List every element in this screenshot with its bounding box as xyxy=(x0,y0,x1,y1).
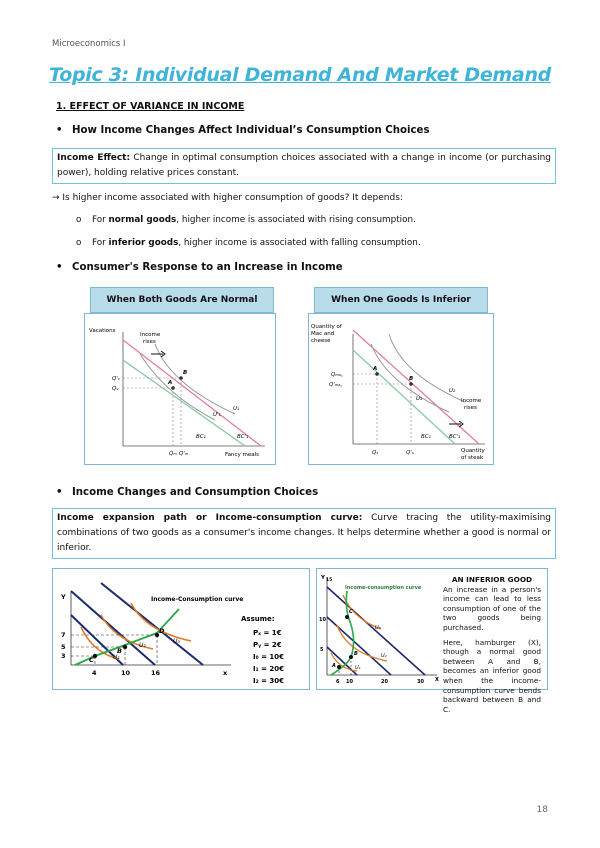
svg-text:A: A xyxy=(332,663,336,669)
svg-text:Quantity: Quantity xyxy=(461,448,485,454)
svg-text:BC'₁: BC'₁ xyxy=(237,434,249,440)
inferior-goods-item: o For inferior goods, higher income is associated with falling consumption. xyxy=(76,238,421,248)
svg-text:Q'ₘₐ꜀: Q'ₘₐ꜀ xyxy=(329,382,343,388)
fig2-bc1-line xyxy=(353,350,455,444)
svg-text:4: 4 xyxy=(92,669,97,677)
svg-text:Qₘ: Qₘ xyxy=(169,451,177,457)
svg-text:7: 7 xyxy=(61,631,66,639)
fig1-u1-curve xyxy=(155,344,235,414)
svg-text:Qₘₐ꜀: Qₘₐ꜀ xyxy=(331,372,343,378)
income-expansion-path-definition xyxy=(52,508,556,559)
svg-text:Y: Y xyxy=(321,575,325,581)
svg-text:x: x xyxy=(223,669,228,677)
svg-text:Q'ₘ: Q'ₘ xyxy=(179,451,189,457)
svg-text:A: A xyxy=(168,380,173,386)
svg-text:Income: Income xyxy=(140,332,161,338)
section-heading: 1. EFFECT OF VARIANCE IN INCOME xyxy=(56,101,245,112)
svg-text:16: 16 xyxy=(151,669,161,677)
fig1-normal-goods-graph xyxy=(84,313,276,465)
inferior-good-note xyxy=(443,575,541,714)
svg-text:U₁: U₁ xyxy=(113,654,120,661)
svg-text:Assume:: Assume: xyxy=(241,615,275,623)
svg-text:D: D xyxy=(159,627,165,635)
svg-text:Qₛ: Qₛ xyxy=(372,450,379,456)
page-title: Topic 3: Individual Demand And Market Demand xyxy=(49,64,551,86)
fig4-inferior-good-graph xyxy=(316,568,548,714)
fig1-u1p-curve xyxy=(140,354,215,420)
svg-text:I₀ = 10€: I₀ = 10€ xyxy=(253,653,285,661)
svg-text:I₂ = 30€: I₂ = 30€ xyxy=(253,677,285,685)
svg-text:10: 10 xyxy=(121,669,131,677)
svg-text:B: B xyxy=(117,647,122,655)
svg-text:A: A xyxy=(373,366,378,372)
fig2-inferior-good-graph xyxy=(308,313,494,465)
svg-text:U₂: U₂ xyxy=(139,642,146,649)
svg-text:U'₁: U'₁ xyxy=(213,412,221,418)
svg-text:BC'₁: BC'₁ xyxy=(449,434,461,440)
svg-text:10: 10 xyxy=(319,617,326,623)
svg-text:U₁: U₁ xyxy=(416,396,423,402)
svg-text:Pₓ = 1€: Pₓ = 1€ xyxy=(253,629,282,637)
svg-text:of steak: of steak xyxy=(461,455,484,461)
fig1-y-label: Vacations xyxy=(89,328,116,334)
svg-text:3: 3 xyxy=(61,652,66,660)
note-heading: AN INFERIOR GOOD xyxy=(451,575,533,584)
definition-term: Income Effect: xyxy=(57,153,131,163)
svg-text:B: B xyxy=(183,370,188,376)
svg-text:Q'ᵥ: Q'ᵥ xyxy=(112,376,121,382)
bullet-income-changes-choices: • Income Changes and Consumption Choices xyxy=(56,487,319,498)
svg-text:U₂: U₂ xyxy=(381,653,387,659)
svg-text:U₁: U₁ xyxy=(355,665,361,671)
definition-term: Income expansion path or Income-consumption curve: xyxy=(57,513,363,523)
svg-text:Pᵧ = 2€: Pᵧ = 2€ xyxy=(253,641,282,649)
svg-text:6: 6 xyxy=(336,679,340,685)
definition-text: Curve tracing the utility-maximising combinations of two goods as a consumer's income changes. It helps determine whether a good is normal or inferior. xyxy=(57,513,551,553)
definition-text: Change in optimal consumption choices associated with a change in income (or purchasing power), holding relative prices constant. xyxy=(57,153,551,178)
svg-text:BC₁: BC₁ xyxy=(196,434,206,440)
bullet-income-changes: • How Income Changes Affect Individual’s Consumption Choices xyxy=(56,125,430,136)
svg-text:C: C xyxy=(349,609,353,615)
svg-text:I₁ = 20€: I₁ = 20€ xyxy=(253,665,285,673)
document-header: Microeconomics I xyxy=(52,39,126,49)
fig1-x-label: Fancy meals xyxy=(225,452,260,458)
svg-text:U₃: U₃ xyxy=(173,638,180,645)
svg-text:BC₁: BC₁ xyxy=(421,434,431,440)
svg-text:U₂: U₂ xyxy=(449,388,456,394)
fig1-bc1p-line xyxy=(123,340,261,446)
fig2-point-a xyxy=(375,372,379,376)
note-paragraph-1: An increase in a person's income can lead to less consumption of one of the two goods being purchased. xyxy=(443,584,541,632)
svg-text:Income-Consumption curve: Income-Consumption curve xyxy=(151,596,244,603)
svg-text:X: X xyxy=(435,677,439,683)
svg-text:rises: rises xyxy=(143,339,156,345)
svg-text:Qᵥ: Qᵥ xyxy=(112,386,119,392)
income-effect-definition xyxy=(52,148,556,184)
fig3-income-consumption-graph xyxy=(52,568,310,690)
svg-text:C: C xyxy=(89,656,94,664)
svg-text:B: B xyxy=(354,651,358,657)
svg-text:U₃: U₃ xyxy=(375,625,381,631)
svg-text:15: 15 xyxy=(326,578,333,583)
fig1-caption: When Both Goods Are Normal xyxy=(90,287,274,313)
svg-text:B: B xyxy=(409,376,414,382)
note-paragraph-2: Here, hamburger (X), though a normal good between A and B, becomes an inferior good when the income-consumption curve bends backward between B and C. xyxy=(443,637,541,714)
svg-text:Quantity of: Quantity of xyxy=(311,324,342,330)
page-number: 18 xyxy=(536,805,548,815)
svg-text:5: 5 xyxy=(320,647,324,653)
svg-text:Q'ₛ: Q'ₛ xyxy=(406,450,414,456)
svg-text:Y: Y xyxy=(61,593,66,601)
svg-text:30: 30 xyxy=(417,679,424,685)
svg-text:U₁: U₁ xyxy=(233,406,240,412)
svg-text:cheese: cheese xyxy=(311,338,331,344)
bullet-consumer-response: • Consumer's Response to an Increase in Income xyxy=(56,262,343,273)
svg-text:Mac and: Mac and xyxy=(311,331,335,337)
fig1-point-a xyxy=(171,386,175,390)
svg-text:10: 10 xyxy=(346,679,353,685)
fig2-caption: When One Goods Is Inferior xyxy=(314,287,488,313)
fig2-point-b xyxy=(409,382,413,386)
svg-text:5: 5 xyxy=(61,643,66,651)
svg-text:Income: Income xyxy=(461,398,482,404)
question-text: → Is higher income associated with higher consumption of goods? It depends: xyxy=(52,193,403,203)
normal-goods-item: o For normal goods, higher income is associated with rising consumption. xyxy=(76,215,416,225)
fig1-point-b xyxy=(179,376,183,380)
svg-text:Income-consumption curve: Income-consumption curve xyxy=(345,585,422,591)
svg-text:rises: rises xyxy=(464,405,477,411)
svg-text:20: 20 xyxy=(381,679,388,685)
